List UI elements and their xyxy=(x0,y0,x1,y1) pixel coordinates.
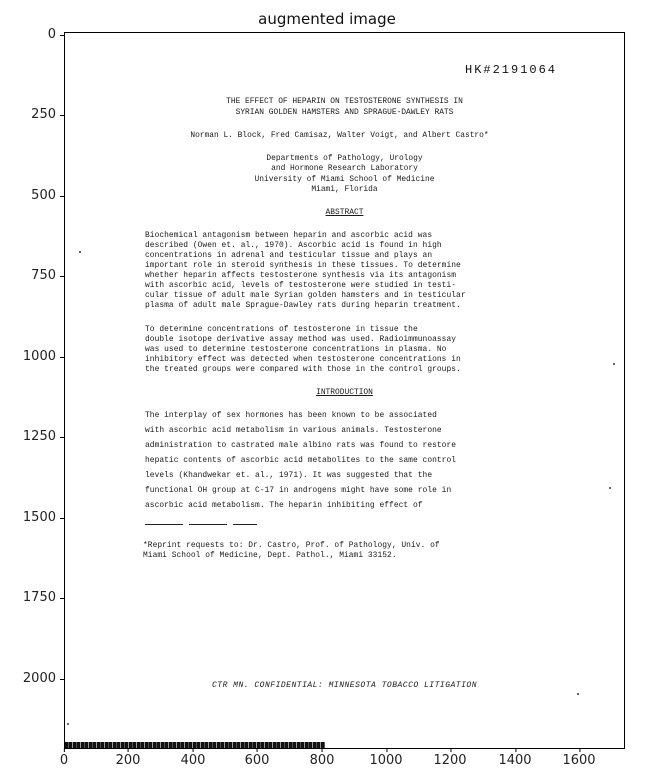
image-axes xyxy=(64,32,625,749)
abstract-p1-line: Biochemical antagonism between heparin and ascorbic acid was xyxy=(145,231,433,240)
intro-p1-line: functional OH group at C-17 in androgens might have some role in xyxy=(145,486,452,495)
title-line-1: THE EFFECT OF HEPARIN ON TESTOSTERONE SYNTHESIS IN xyxy=(226,97,463,106)
abstract-p2-line: the treated groups were compared with those in the control groups. xyxy=(145,365,461,374)
x-tick-1000: 1000 xyxy=(369,753,403,768)
abstract-p2-line: To determine concentrations of testosterone in tissue the xyxy=(145,325,418,334)
scan-speck xyxy=(67,723,69,725)
y-tick-750: 750 xyxy=(0,268,64,283)
y-tick-500: 500 xyxy=(0,188,64,203)
abstract-p1-line: cular tissue of adult male Syrian golden hamsters and in testicular xyxy=(145,291,466,300)
abstract-p1-line: whether heparin affects testosterone synthesis via its antagonism xyxy=(145,271,457,280)
y-tick-1000: 1000 xyxy=(0,349,64,364)
intro-p1-line: ascorbic acid metabolism. The heparin inhibiting effect of xyxy=(145,501,423,510)
y-tick-1750: 1750 xyxy=(0,590,64,605)
y-tick-0: 0 xyxy=(0,27,64,42)
x-tick-400: 400 xyxy=(180,753,206,768)
footnote-rule xyxy=(233,524,257,525)
intro-p1-line: administration to castrated male albino rats was found to restore xyxy=(145,441,457,450)
x-tick-600: 600 xyxy=(244,753,270,768)
abstract-p1-line: with ascorbic acid, levels of testosterone were studied in testi- xyxy=(145,281,457,290)
x-tick-1400: 1400 xyxy=(498,753,532,768)
confidential-footer: CTR MN. CONFIDENTIAL: MINNESOTA TOBACCO LITIGATION xyxy=(211,681,478,690)
figure-title: augmented image xyxy=(258,10,396,28)
x-tick-0: 0 xyxy=(59,753,69,768)
abstract-p2-line: double isotope derivative assay method was used. Radioimmunoassay xyxy=(145,335,457,344)
scanned-document xyxy=(65,33,624,748)
intro-p1-line: hepatic contents of ascorbic acid metabolites to the same control xyxy=(145,456,457,465)
abstract-p1-line: plasma of adult male Sprague-Dawley rats during heparin treatment. xyxy=(145,301,461,310)
intro-p1-line: The interplay of sex hormones has been known to be associated xyxy=(145,411,437,420)
title-line-2: SYRIAN GOLDEN HAMSTERS AND SPRAGUE-DAWLEY RATS xyxy=(235,108,454,117)
scan-edge-artifact xyxy=(65,742,325,748)
footnote-rule xyxy=(189,524,227,525)
document-number: HK#2191064 xyxy=(465,63,558,77)
x-tick-200: 200 xyxy=(115,753,141,768)
y-tick-2000: 2000 xyxy=(0,671,64,686)
footnote-rule xyxy=(145,524,183,525)
y-tick-1500: 1500 xyxy=(0,510,64,525)
x-tick-1600: 1600 xyxy=(562,753,596,768)
affiliation-line-4: Miami, Florida xyxy=(311,185,378,194)
intro-p1-line: with ascorbic acid metabolism in various animals. Testosterone xyxy=(145,426,442,435)
abstract-p2-line: was used to determine testosterone concentrations in plasma. No xyxy=(145,345,447,354)
footnote-line: Miami School of Medicine, Dept. Pathol., Miami 33152. xyxy=(143,551,397,560)
affiliation-line-2: and Hormone Research Laboratory xyxy=(271,164,418,173)
scan-speck xyxy=(609,487,611,489)
abstract-heading: ABSTRACT xyxy=(325,208,364,217)
y-tick-1250: 1250 xyxy=(0,429,64,444)
footnote-line: *Reprint requests to: Dr. Castro, Prof. of Pathology, Univ. of xyxy=(143,541,440,550)
abstract-p2-line: inhibitory effect was detected when testosterone concentrations in xyxy=(145,355,461,364)
scan-speck xyxy=(613,363,615,365)
intro-p1-line: levels (Khandwekar et. al., 1971). It was suggested that the xyxy=(145,471,433,480)
scan-speck xyxy=(577,693,579,695)
authors: Norman L. Block, Fred Camisaz, Walter Voigt, and Albert Castro* xyxy=(190,131,489,140)
abstract-p1-line: described (Owen et. al., 1970). Ascorbic acid is found in high xyxy=(145,241,442,250)
y-tick-250: 250 xyxy=(0,107,64,122)
x-tick-1200: 1200 xyxy=(433,753,467,768)
affiliation-line-1: Departments of Pathology, Urology xyxy=(266,154,423,163)
introduction-heading: INTRODUCTION xyxy=(316,388,373,397)
abstract-p1-line: important role in steroid synthesis in these tissues. To determine xyxy=(145,261,461,270)
affiliation-line-3: University of Miami School of Medicine xyxy=(254,175,435,184)
scan-speck xyxy=(79,251,81,253)
x-tick-800: 800 xyxy=(309,753,335,768)
abstract-p1-line: concentrations in adrenal and testicular tissue and plays an xyxy=(145,251,433,260)
